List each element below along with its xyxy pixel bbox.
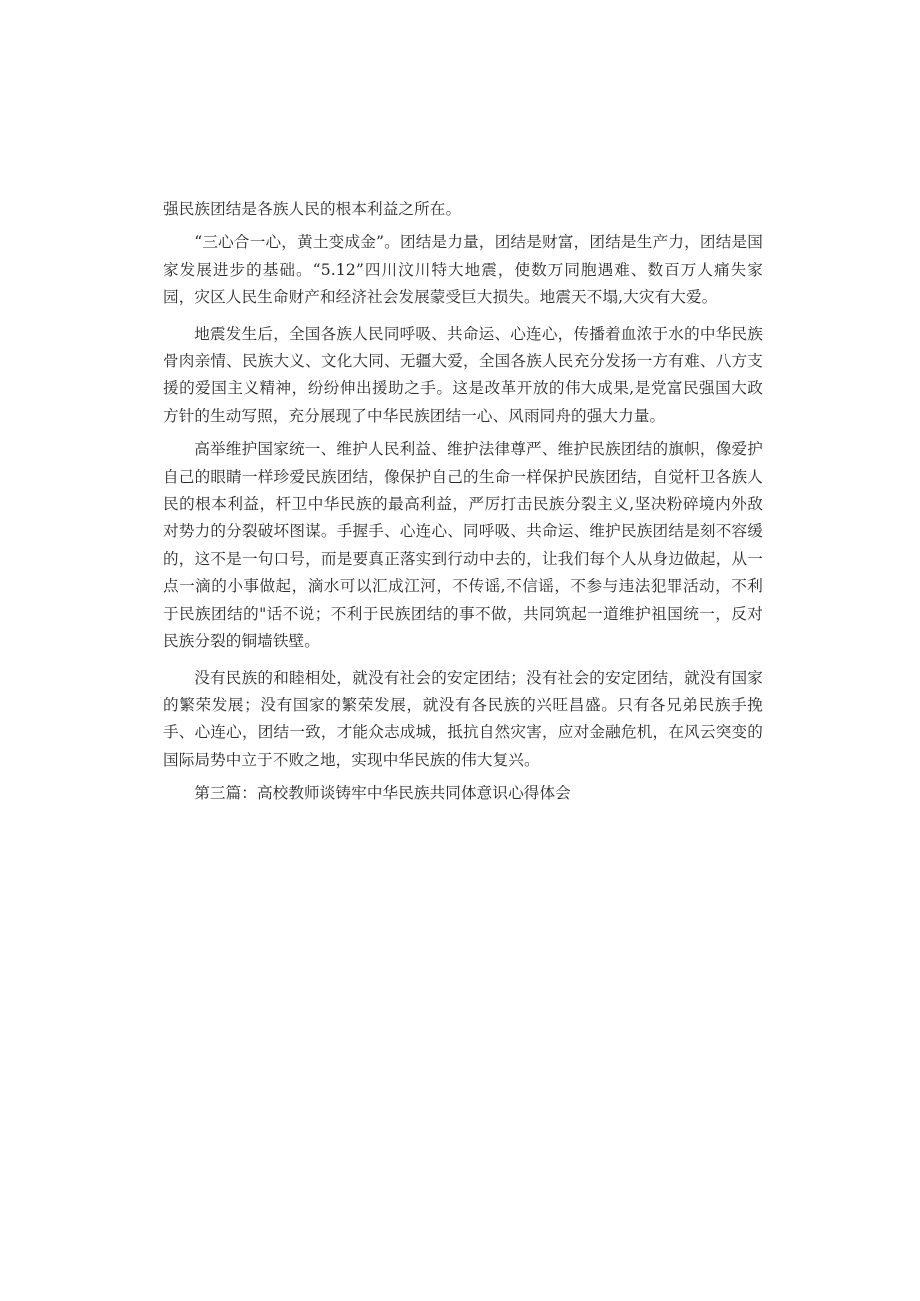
- paragraph-1: 强民族团结是各族人民的根本利益之所在。: [163, 200, 462, 218]
- paragraph-3: 地震发生后，全国各族人民同呼吸、共命运、心连心，传播着血浓于水的中华民族骨肉亲情、民族大义、文化大同、无疆大爱，全国各族人民充分发扬一方有难、八方支援的爱国主义精神，纷纷伸出援助之手。这是改革开放的伟大成果,是党富民强国大政方针的生动写照，充分展现了中华民族团结一心、风雨同舟的强大力量。: [163, 324, 763, 425]
- paragraph-4: 高举维护国家统一、维护人民利益、维护法律尊严、维护民族团结的旗帜，像爱护自己的眼睛一样珍爱民族团结，像保护自己的生命一样保护民族团结，自觉杆卫各族人民的根本利益，杆卫中华民族的最高利益，严厉打击民族分裂主义,坚决粉碎境内外敌对势力的分裂破坏图谋。手握手、心连心、同呼吸、共命运、维护民族团结是刻不容缓的，这不是一句口号，而是要真正落实到行动中去的，让我们每个人从身边做起，从一点一滴的小事做起，滴水可以汇成江河，不传谣,不信谣，不参与违法犯罪活动，不利于民族团结的"话不说；不利于民族团结的事不做，共同筑起一道维护祖国统一，反对民族分裂的铜墙铁壁。: [163, 440, 763, 651]
- section-heading: 第三篇：高校教师谈铸牢中华民族共同体意识心得体会: [194, 784, 571, 803]
- paragraph-5: 没有民族的和睦相处，就没有社会的安定团结；没有社会的安定团结，就没有国家的繁荣发展；没有国家的繁荣发展，就没有各民族的兴旺昌盛。只有各兄弟民族手挽手、心连心，团结一致，才能众志成城，抵抗自然灾害，应对金融危机，在风云突变的国际局势中立于不败之地，实现中华民族的伟大复兴。: [163, 668, 763, 769]
- document-body: [163, 196, 763, 808]
- paragraph-2: “三心合一心，黄土变成金”。团结是力量，团结是财富，团结是生产力，团结是国家发展进步的基础。“5.12”四川汶川特大地震，使数万同胞遇难、数百万人痛失家园，灾区人民生命财产和经济社会发展蒙受巨大损失。地震天不塌,大灾有大爱。: [163, 233, 763, 307]
